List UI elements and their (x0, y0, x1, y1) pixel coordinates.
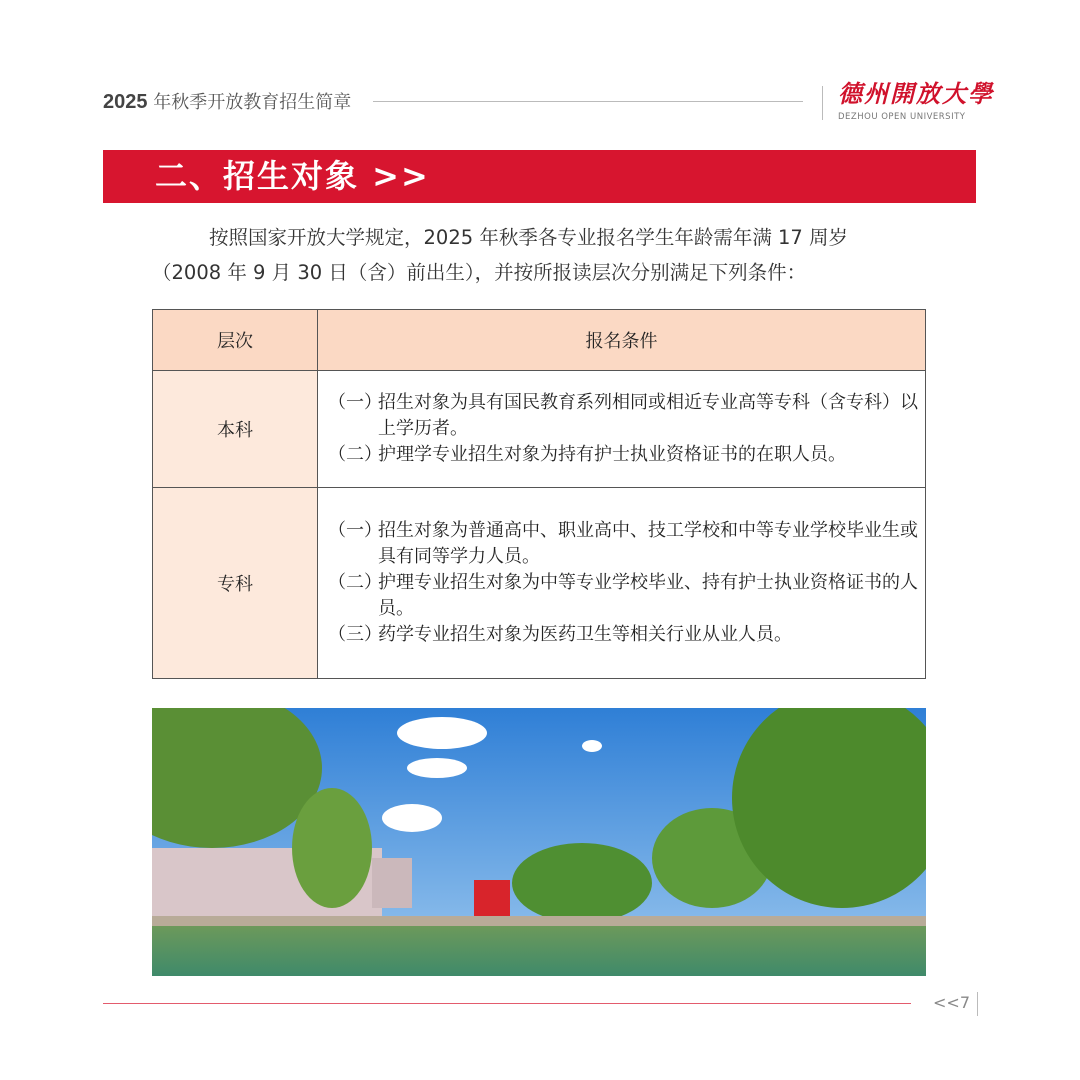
year: 2025 (103, 91, 148, 113)
condition-item (328, 390, 919, 442)
condition-item (328, 518, 919, 570)
item-text: 招生对象为具有国民教育系列相同或相近专业高等专科（含专科）以上学历者。 (378, 392, 918, 439)
level-cell: 本科 (153, 371, 318, 488)
level-cell: 专科 (153, 488, 318, 679)
section-banner (103, 150, 976, 203)
item-number: （二） (328, 444, 382, 465)
item-text: 招生对象为普通高中、职业高中、技工学校和中等专业学校毕业生或具有同等学力人员。 (378, 520, 918, 567)
condition-item (328, 570, 919, 622)
condition-item (328, 442, 919, 468)
item-text: 护理专业招生对象为中等专业学校毕业、持有护士执业资格证书的人员。 (378, 572, 918, 619)
section-title: 二、招生对象 >> (155, 157, 430, 195)
footer-divider (103, 1003, 911, 1004)
intro-line-1: 按照国家开放大学规定，2025 年秋季各专业报名学生年龄需年满 17 周岁 (209, 226, 849, 249)
item-text: 药学专业招生对象为医药卫生等相关行业从业人员。 (378, 624, 792, 645)
footer-separator (977, 992, 978, 1016)
conditions-cell (318, 488, 926, 679)
item-number: （一） (328, 520, 382, 541)
item-number: （三） (328, 624, 382, 645)
university-logo-en: DEZHOU OPEN UNIVERSITY (838, 112, 966, 122)
table-header-row (153, 310, 926, 371)
campus-photo (152, 708, 926, 976)
table-row (153, 488, 926, 679)
header-divider (373, 101, 803, 102)
intro-paragraph (152, 220, 942, 290)
brochure-title (103, 90, 351, 115)
item-text: 护理学专业招生对象为持有护士执业资格证书的在职人员。 (378, 444, 846, 465)
title-text: 年秋季开放教育招生简章 (153, 92, 352, 113)
conditions-cell (318, 371, 926, 488)
condition-item (328, 622, 919, 648)
logo-separator (822, 86, 823, 120)
item-number: （二） (328, 572, 382, 593)
intro-line-2: （2008 年 9 月 30 日（含）前出生），并按所报读层次分别满足下列条件： (152, 261, 807, 284)
page-number: <<7 (933, 993, 970, 1012)
header-level: 层次 (153, 310, 318, 371)
admission-conditions-table (152, 309, 926, 679)
item-number: （一） (328, 392, 382, 413)
university-logo: 德州開放大學 (838, 79, 994, 108)
header-conditions: 报名条件 (318, 310, 926, 371)
table-row (153, 371, 926, 488)
